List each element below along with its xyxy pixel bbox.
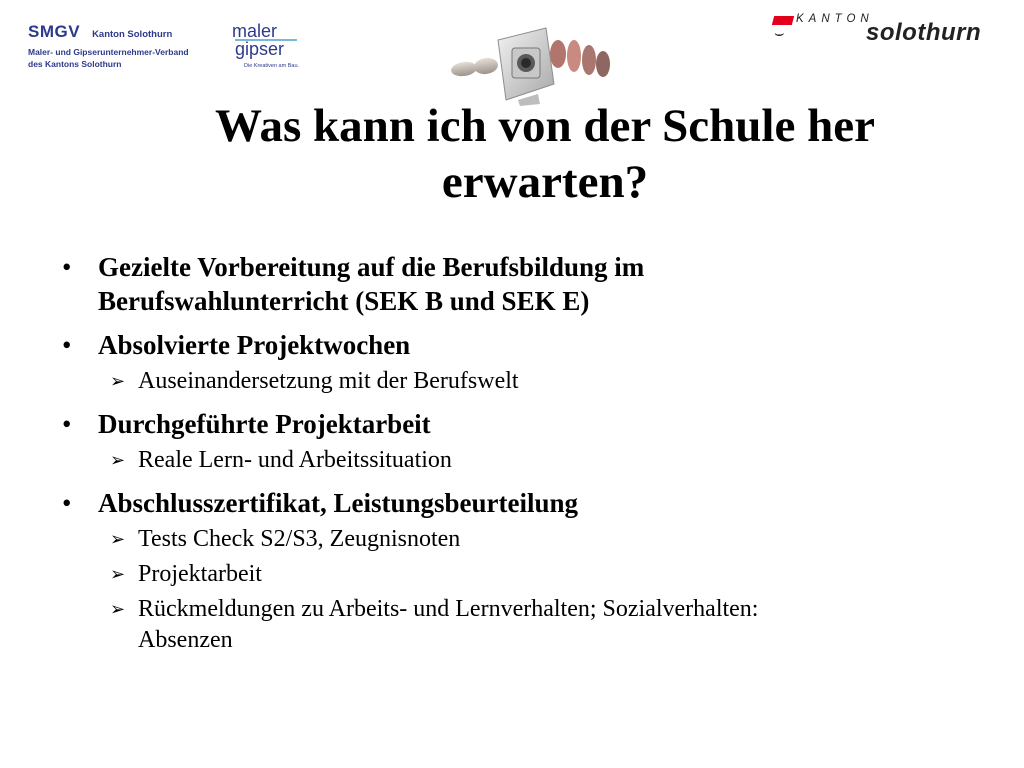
- bullet-text: Gezielte Vorbereitung auf die Berufsbildung im: [98, 252, 645, 282]
- bullet-marker: •: [62, 330, 72, 360]
- wall-plug-image: [448, 14, 618, 106]
- arrow-bullet-icon: ➢: [110, 529, 126, 550]
- smgv-line-1: Maler- und Gipserunternehmer-Verband: [28, 47, 189, 57]
- sub-bullet-text: Rückmeldungen zu Arbeits- und Lernverhalten; Sozialverhalten:: [138, 596, 759, 622]
- sub-bullet-text: Absenzen: [138, 627, 233, 653]
- sub-bullet-item: [62, 559, 962, 590]
- bullet-item: [62, 486, 962, 520]
- title-line-2: erwarten?: [441, 156, 649, 208]
- arrow-bullet-icon: ➢: [110, 599, 126, 620]
- arrow-bullet-icon: ➢: [110, 371, 126, 392]
- smgv-logo: [28, 22, 218, 70]
- smgv-name: SMGV: [28, 22, 81, 41]
- bullet-list: [62, 250, 962, 666]
- bullet-marker: •: [62, 409, 72, 439]
- sub-bullet-item: [62, 445, 962, 476]
- bullet-marker: •: [62, 252, 72, 282]
- bullet-text: Abschlusszertifikat, Leistungsbeurteilung: [98, 488, 579, 518]
- sub-bullet-text: Auseinandersetzung mit der Berufswelt: [138, 368, 519, 394]
- smgv-region: Kanton Solothurn: [92, 29, 173, 40]
- bullet-text: Absolvierte Projektwochen: [98, 330, 411, 360]
- sub-bullet-text: Tests Check S2/S3, Zeugnisnoten: [138, 526, 461, 552]
- maler-word: maler: [232, 21, 278, 41]
- gipser-word: gipser: [235, 39, 297, 57]
- sub-bullet-item: [62, 366, 962, 397]
- arrow-bullet-icon: ➢: [110, 450, 126, 471]
- kanton-solothurn-logo: [770, 8, 1015, 44]
- sub-bullet-item: [62, 594, 962, 656]
- kanton-name: solothurn: [866, 19, 982, 46]
- bullet-item: [62, 407, 962, 441]
- bullet-item: [62, 328, 962, 362]
- slide-title: [100, 98, 990, 210]
- maler-gipser-logo: [232, 21, 312, 69]
- title-line-1: Was kann ich von der Schule her: [215, 100, 875, 152]
- sub-bullet-item: [62, 524, 962, 555]
- smgv-line-2: des Kantons Solothurn: [28, 59, 122, 69]
- kanton-swoosh-icon: ⌣: [774, 25, 785, 42]
- bullet-text: Berufswahlunterricht (SEK B und SEK E): [98, 286, 590, 316]
- bullet-item: [62, 250, 962, 318]
- kanton-label: KANTON: [796, 13, 874, 25]
- bullet-text: Durchgeführte Projektarbeit: [98, 409, 431, 439]
- maler-gipser-tagline: Die Kreativen am Bau.: [244, 63, 300, 69]
- sub-bullet-text: Reale Lern- und Arbeitssituation: [138, 447, 452, 473]
- arrow-bullet-icon: ➢: [110, 564, 126, 585]
- kanton-red-bar-icon: [772, 16, 794, 25]
- sub-bullet-text: Projektarbeit: [138, 561, 262, 587]
- bullet-marker: •: [62, 488, 72, 518]
